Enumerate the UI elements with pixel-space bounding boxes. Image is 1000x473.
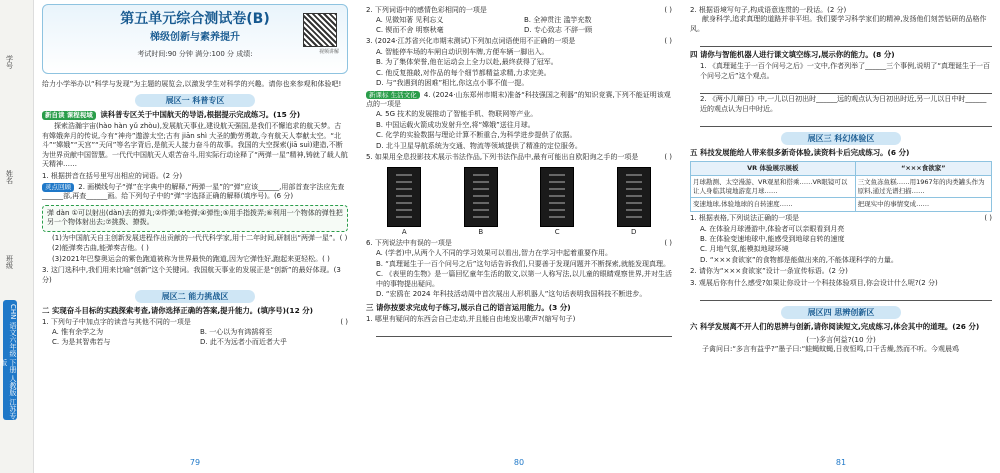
question-2-5: 5. 如果用全息投影技术展示书法作品,下列书法作品中,最有可能出自欧阳询之手的一项是 ( ) (366, 153, 672, 162)
question-1-2-item: (3)2021年巴黎奥运会的紫色跑道被称为世界最快的跑道,因为它弹性好,跑起来更轻松。( ) (52, 254, 330, 263)
option-b[interactable]: B. 中国运载火箭成功发射升空,将“嫦娥”送往月球。 (376, 120, 535, 129)
section-2-heading: 二 实现奋斗目标的实践探索考查,请你选择正确的答案,提升能力。(填序号)(12 分) (42, 305, 314, 315)
option-a[interactable]: A. 惟有余学之为 (52, 328, 104, 337)
section-1-tag: 新自读 课程视域 (42, 111, 96, 120)
question-3-2: 2. 根据语境写句子,构成语意连贯的一段话。(2 分) (690, 6, 847, 14)
zone-header-3: 展区三 科幻体验区 (781, 132, 901, 145)
calligraphy-label: A (401, 227, 407, 236)
answer-line[interactable] (700, 118, 992, 127)
option-b[interactable]: B. 在体验变速地球中,能感受到地球自转的速度 (700, 234, 845, 243)
calligraphy-image (387, 167, 421, 227)
calligraphy-options (366, 167, 672, 237)
option-d[interactable]: D. 此不为远者小而近者大乎 (200, 337, 287, 346)
zone-header-4: 展区四 思辨创新区 (781, 306, 901, 319)
question-2-6-text: 6. 下列说法中有误的一项是 (366, 239, 452, 247)
option-d[interactable]: D. “宏鸥在 2024 年科技活动周中首次展出人形机器人”这句话表明我国科技不断进步。 (376, 290, 647, 299)
question-1-2-item: (2)能弹奏古曲,能弹奏吉他。( ) (52, 244, 149, 253)
section-4-item: 2. 《两小儿辩日》中,一儿以日初出时______远的观点认为日初出时近,另一儿以日中时______近的观点认为日中时近。 (700, 95, 987, 113)
calligraphy-sample-c[interactable] (540, 167, 574, 237)
passage-text: 子禽问曰:“多言有益乎?”墨子曰:“蛙蝇蚊蝇,日夜恒鸣,口干舌燥,然而不听。今观晨鸡 (702, 344, 959, 353)
option-c[interactable]: C. 《表里的生物》是一篇回忆童年生活的散文,以第一人称写法,以儿童的眼睛观察世界,并对生活中的事物提出疑问。 (376, 270, 673, 288)
table-cell: 三文鱼冻鱼糕……用1967年的肉类罐头作为原料,通过光谱扫描…… (855, 175, 991, 198)
question-2-2-text: 2. 下列词语中的感情色彩相同的一项是 (366, 6, 487, 14)
option-d[interactable]: D. 北斗卫星导航系统为交通、物流等领域提供了精准的定位服务。 (376, 141, 582, 150)
exam-subtitle: 梯级创新与素养提升 (150, 31, 240, 43)
question-5-3: 3. 观展后你有什么感受?如果让你设计一个科技体验项目,你会设计什么呢?(2 分) (690, 278, 938, 287)
table-cell: 把现实中的事情变成…… (855, 198, 991, 212)
question-5-1-text: 1. 根据表格,下列说法正确的一项是 (690, 214, 800, 223)
page-79 (36, 0, 354, 473)
zone-header-2: 展区二 能力挑战区 (135, 290, 255, 303)
option-c[interactable]: C. 月地气氛,能模拟地球环境 (700, 245, 789, 254)
calligraphy-sample-b[interactable] (464, 167, 498, 237)
qr-code-icon[interactable] (303, 13, 337, 47)
section-4-item: 1. 《真理诞生于一百个问号之后》一文中,作者列举了______三个事例,说明了“真理诞生于一百个问号之后”这个观点。 (700, 62, 990, 80)
page-number: 79 (189, 458, 201, 468)
section-1-heading (42, 110, 348, 120)
calligraphy-image (617, 167, 651, 227)
calligraphy-sample-a[interactable] (387, 167, 421, 237)
section-1-title: 读科普专区关于中国航天的导语,根据提示完成练习。(15 分) (100, 110, 301, 120)
option-c[interactable]: C. 他反复推敲,对作品的每个细节都精益求精,力求完美。 (376, 68, 551, 77)
calligraphy-image (540, 167, 574, 227)
question-1-2-item: (1)为中国航天自主创新发展进程作出贡献的一代代科学家,用十二年时间,研制出“两弹一星”。( ) (52, 233, 348, 242)
section-5-heading: 五 科技发展能给人带来很多新奇体验,读资料卡后完成练习。(6 分) (690, 148, 910, 158)
section-6-heading: 六 科学发展离不开人们的思辨与创新,请你阅读短文,完成练习,体会其中的道理。(26 分) (690, 322, 980, 332)
vr-info-table (690, 161, 992, 212)
spine-label-class: 班级 (5, 255, 14, 269)
question-1-1: 1. 根据拼音在括号里写出相应的词语。(2 分) (42, 171, 183, 180)
option-a[interactable]: A. 见微知著 见利忘义 (376, 16, 444, 25)
option-a[interactable]: A. 智能停车场的车闸自动识别车牌,方便车辆一脚出入。 (376, 47, 549, 56)
calligraphy-label: B (478, 227, 484, 236)
exam-meta: 考试时间:90 分钟 满分:100 分 成绩: (137, 50, 253, 59)
table-cell: 变速地球,体验地球的自转速度…… (691, 198, 856, 212)
question-tag: 新课标 生活文化 (366, 91, 420, 100)
question-2-3: 3. (2024·江苏省兴化市期末测试)下列加点词语使用不正确的一项是 ( ) (366, 37, 672, 46)
passage-title: (一)多言何益?(10 分) (806, 335, 876, 345)
option-d[interactable]: D. “×××食欲家”的食物都是能做出来的,不能体现科学的力量。 (700, 255, 898, 264)
question-1-2-text: 2. 画横线句子“弹”在字典中的解释,“两弹一星”的“弹”应该______,用部首查字法应先查______部,再查______画。给下列句子中的“弹”字选择正确的解释(填序号)。(6 分) (42, 183, 345, 201)
option-c[interactable]: C. 锲而不舍 明察秋毫 (376, 25, 444, 34)
table-cell: 月球勘测、太空漫游、VR观星和搭乘……VR眼镜可以让人身临其境地游览月球…… (691, 175, 856, 198)
table-row (691, 198, 992, 212)
page-80 (360, 0, 678, 473)
page-81 (684, 0, 998, 473)
question-3-2-passage: 献身科学,追求真理的道路并非平坦。我们要学习科学家们的精神,发扬他们刻苦钻研的品格作风。 (690, 15, 987, 33)
page-number: 80 (513, 458, 525, 468)
option-b[interactable]: B. 为了集体荣誉,他在运动会上全力以赴,最终获得了冠军。 (376, 58, 558, 67)
option-a[interactable]: A. 5G 技术的发展推动了智能手机、物联网等产业。 (376, 110, 538, 119)
zone-header-1: 展区一 科普专区 (135, 94, 255, 107)
table-header: “×××食欲家” (855, 162, 991, 176)
answer-line[interactable] (700, 38, 992, 47)
option-b[interactable]: B. “真理诞生于一百个问号之后”这句话告诉我们,只要善于发现问题并不断探索,就能发现真理。 (376, 259, 670, 268)
question-2-2: 2. 下列词语中的感情色彩相同的一项是 ( ) (366, 6, 672, 14)
calligraphy-label: C (554, 227, 560, 236)
answer-line[interactable] (700, 85, 992, 94)
question-2-5-text: 5. 如果用全息投影技术展示书法作品,下列书法作品中,最有可能出自欧阳询之手的一项是 (366, 153, 639, 162)
spine-label-id: 学号 (5, 55, 14, 69)
option-d[interactable]: D. 专心致志 不辞一顾 (524, 25, 593, 34)
question-2-3-text: 3. (2024·江苏省兴化市期末测试)下列加点词语使用不正确的一项是 (366, 37, 576, 46)
question-5-2: 2. 请你为“×××食欲家”设计一条宣传标语。(2 分) (690, 267, 848, 276)
qr-label: 视频讲解 (318, 49, 339, 55)
calligraphy-sample-d[interactable] (617, 167, 651, 237)
question-2-1-options (52, 328, 348, 347)
question-2-1-text: 1. 下列句子中加点字的读音与其他不同的一项是 (42, 317, 191, 326)
section-3-heading: 三 请你按要求完成句子练习,展示自己的语言运用能力。(3 分) (366, 302, 571, 312)
page-number: 81 (835, 458, 847, 468)
question-2-4 (366, 91, 672, 110)
option-a[interactable]: A. (学者)中,从两个人不同的学习效果可以看出,智力在学习中起着重要作用。 (376, 249, 613, 258)
question-1-3: 3. 这门选科中,我们用来比喻“创新”这个关键词。我国航天事业的发展正是“创新”的最好体现。(3 分) (42, 266, 341, 284)
intro-text: 给力小学举办以“科学与发现”为主题的展览会,以激发学生对科学的兴趣。请你也来参观和体验吧! (42, 80, 342, 88)
option-b[interactable]: B. 一心以为有鸿鹄将至 (200, 328, 273, 337)
question-5-1: 1. 根据表格,下列说法正确的一项是 ( ) (690, 214, 992, 223)
question-1-2 (42, 183, 348, 202)
answer-line[interactable] (376, 328, 672, 337)
section-4-heading: 四 请你与智能机器人进行课文填空练习,展示你的能力。(8 分) (690, 50, 895, 60)
spine-label-name: 姓名 (5, 170, 14, 184)
question-2-1: 1. 下列句子中加点字的读音与其他不同的一项是 ( ) (42, 317, 348, 326)
option-d[interactable]: D. 与“我遇到的困难”相比,你这点小事不值一提。 (376, 79, 529, 88)
answer-line[interactable] (700, 292, 992, 301)
section-1-passage: 探索浩瀚宇宙(hào hàn yǔ zhòu),发展航天事业,建设航天强国,是我们不懈追求的航天梦。古有嫦娥奔月的传说,今有“神舟”遨游太空;古有 jiān shì 大圣的勤劳勇敢,今有航天人奉献太空。“北斗”“嫦娥”“天宫”“天问”等名字背后,是航天人接力奋斗的故事。我国的大空探索(jiā suì)建造,不断为世界贡献中国智慧。一代代中国航天人艰苦奋斗,用实际行动诠释了“两弹一星”精神,铸就了载人航天精神…… (42, 122, 348, 169)
option-c[interactable]: C. 为是其智弗若与 (52, 337, 111, 346)
spine-book-tab: CHN 语文六年级 下册 人教版 江苏专版 (3, 300, 17, 420)
question-3-1: 1. 哪里有疑问的东西会自己走动,并且能自由地发出歌声?(缩写句子) (366, 314, 576, 323)
calligraphy-image (464, 167, 498, 227)
question-tag: 灵点回顾 (42, 183, 74, 192)
option-b[interactable]: B. 全神贯注 滥竽充数 (524, 16, 592, 25)
option-c[interactable]: C. 化学的实验数据与理论计算不断重合,为科学进步提供了依据。 (376, 131, 577, 140)
question-2-6: 6. 下列说法中有误的一项是 ( ) (366, 239, 672, 247)
question-2-4-text: 4. (2024·山东郑州市期末)准备“科技强国之利器”的知识竞赛,下列不能证明该观点的一项是 (366, 90, 671, 108)
binding-spine (0, 0, 34, 473)
table-header: VR 体验展示展板 (691, 162, 856, 176)
option-a[interactable]: A. 在体验月球漫游中,体验者可以亲眼看到月亮 (700, 224, 845, 233)
table-row (691, 175, 992, 198)
exam-title: 第五单元综合测试卷(B) (120, 11, 270, 27)
dictionary-definition-box: 弹 dàn ①可以射出(dàn)去的弹丸;②炸弹;③枪弹;④弹性;⑤用手指拨弄;⑥利用一个物体的弹性把另一个物体射出去;⑦挑拨、撩拨。 (42, 205, 348, 232)
calligraphy-label: D (631, 227, 637, 236)
exam-title-box (42, 4, 348, 74)
question-2-2-options (376, 16, 672, 35)
